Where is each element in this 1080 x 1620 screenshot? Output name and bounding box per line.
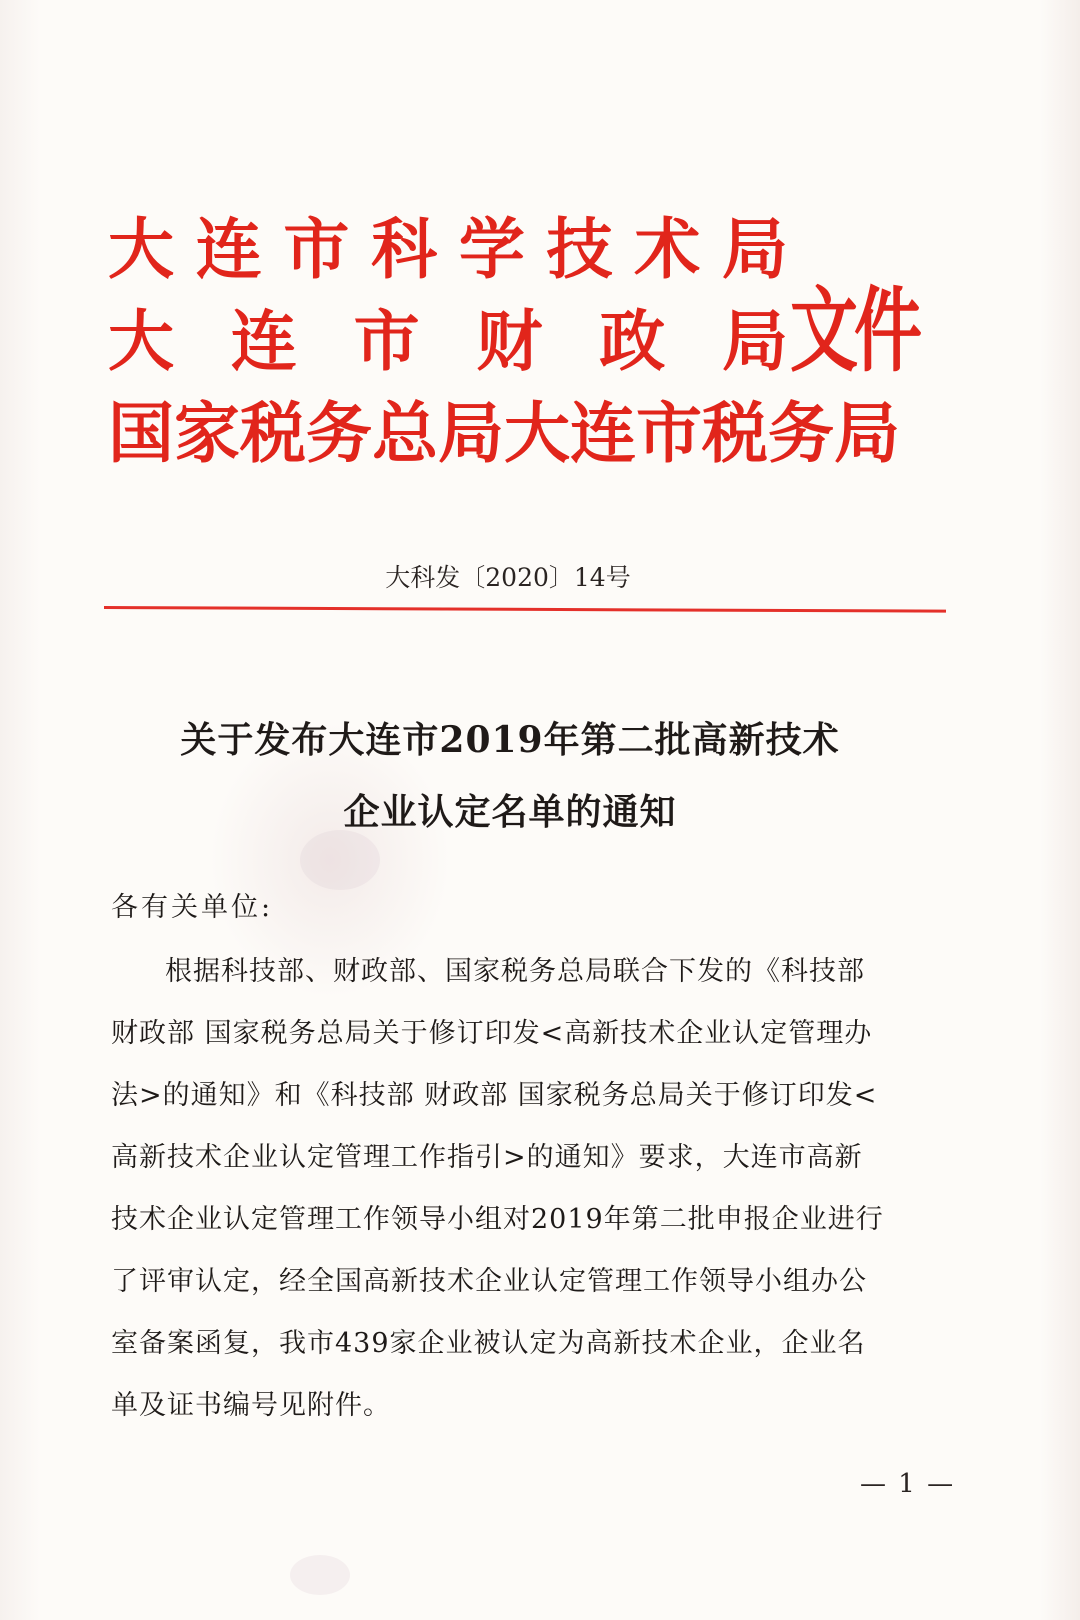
issuer-line-tax-bureau bbox=[108, 394, 900, 474]
issuer-char: 市 bbox=[283, 211, 350, 288]
issuer-char: 国 bbox=[108, 395, 174, 472]
body-line: 根据科技部、财政部、国家税务总局联合下发的《科技部 bbox=[165, 956, 865, 987]
issuer-char: 财 bbox=[476, 303, 543, 380]
salutation: 各有关单位: bbox=[111, 892, 274, 923]
issuer-char: 大 bbox=[108, 211, 174, 288]
issuer-char: 市 bbox=[353, 303, 420, 380]
issuer-char: 局 bbox=[721, 211, 788, 288]
issuer-char: 局 bbox=[438, 395, 504, 472]
issuer-char: 务 bbox=[306, 395, 372, 472]
document-number: 大科发〔2020〕14号 bbox=[385, 563, 631, 592]
issuer-char: 学 bbox=[458, 211, 525, 288]
issuer-line-science-bureau bbox=[108, 210, 788, 290]
issuer-char: 连 bbox=[570, 395, 636, 472]
issuer-char: 连 bbox=[195, 211, 262, 288]
document-title-line-1: 关于发布大连市2019年第二批高新技术 bbox=[180, 719, 840, 761]
body-line: 财政部 国家税务总局关于修订印发<高新技术企业认定管理办 bbox=[111, 1018, 873, 1049]
body-line: 高新技术企业认定管理工作指引>的通知》要求，大连市高新 bbox=[111, 1142, 863, 1173]
issuer-char: 务 bbox=[768, 395, 834, 472]
issuer-char: 税 bbox=[702, 395, 768, 472]
issuer-char: 政 bbox=[599, 303, 666, 380]
paper-stain bbox=[290, 1555, 350, 1595]
document-kind-label: 文件 bbox=[790, 279, 919, 386]
document-title-line-2: 企业认定名单的通知 bbox=[343, 791, 677, 833]
body-line: 法>的通知》和《科技部 财政部 国家税务总局关于修订印发< bbox=[111, 1080, 878, 1111]
body-paragraph bbox=[111, 954, 947, 1450]
issuer-char: 总 bbox=[372, 395, 438, 472]
issuer-char: 术 bbox=[634, 211, 701, 288]
issuer-char: 科 bbox=[371, 211, 438, 288]
page-number: — 1 — bbox=[860, 1469, 956, 1499]
issuer-char: 局 bbox=[721, 303, 788, 380]
body-line: 技术企业认定管理工作领导小组对2019年第二批申报企业进行 bbox=[111, 1204, 884, 1235]
red-divider-line bbox=[104, 606, 946, 613]
issuer-char: 连 bbox=[230, 303, 297, 380]
issuer-char: 局 bbox=[834, 395, 900, 472]
body-line: 单及证书编号见附件。 bbox=[111, 1390, 391, 1421]
issuer-char: 税 bbox=[240, 395, 306, 472]
issuer-char: 市 bbox=[636, 395, 702, 472]
issuer-char: 大 bbox=[108, 303, 174, 380]
issuer-char: 技 bbox=[546, 211, 613, 288]
issuer-char: 大 bbox=[504, 395, 570, 472]
issuer-line-finance-bureau bbox=[108, 302, 788, 382]
body-line: 了评审认定，经全国高新技术企业认定管理工作领导小组办公 bbox=[111, 1266, 867, 1297]
body-line: 室备案函复，我市439家企业被认定为高新技术企业，企业名 bbox=[111, 1328, 866, 1359]
issuer-char: 家 bbox=[174, 395, 240, 472]
paper-stain bbox=[300, 830, 380, 890]
